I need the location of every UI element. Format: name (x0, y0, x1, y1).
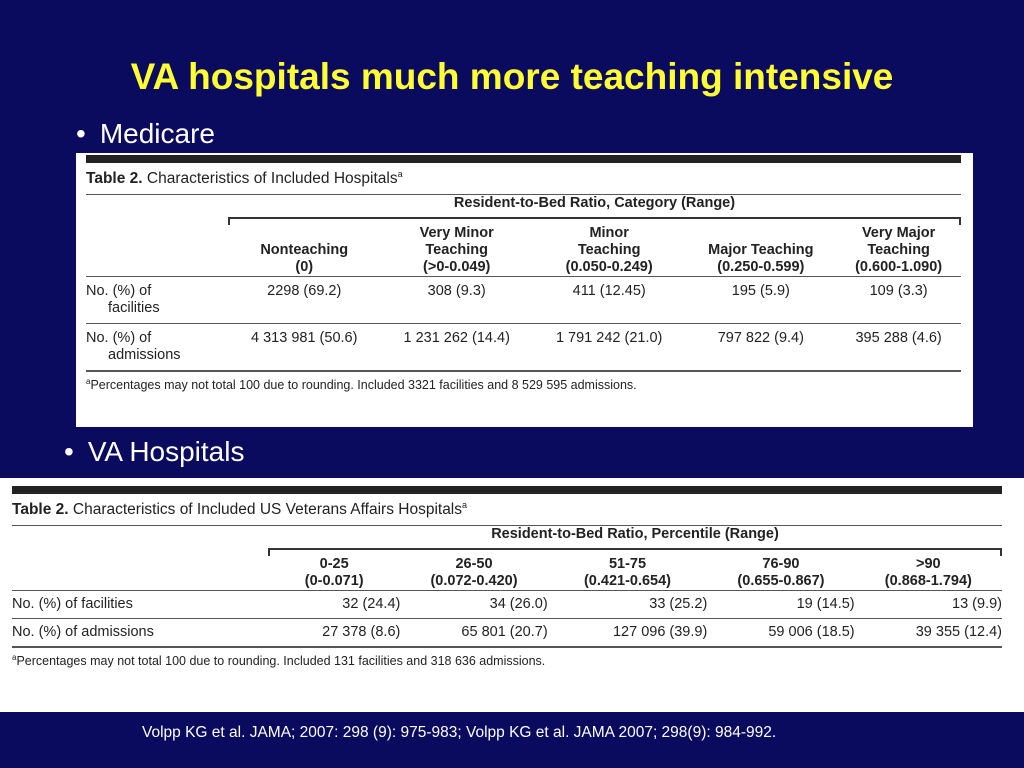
medicare-table-caption (86, 163, 961, 195)
spanner-label: Resident-to-Bed Ratio, Percentile (Range) (491, 526, 779, 543)
table-cell: 39 355 (12.4) (915, 624, 1002, 641)
col-header-very-major: Very Major Teaching (0.600-1.090) (855, 225, 943, 276)
table-cell: 59 006 (18.5) (768, 624, 855, 641)
table-cell: 19 (14.5) (796, 596, 855, 613)
table-cell: 32 (24.4) (342, 596, 401, 613)
table-cell: 34 (26.0) (489, 596, 548, 613)
col-header-51-75: 51-75 (0.421-0.654) (583, 556, 672, 590)
spanner-bracket (268, 548, 1002, 556)
table-cell: 109 (3.3) (869, 283, 928, 300)
table-cell: 1 231 262 (14.4) (403, 330, 510, 347)
caption-text: Characteristics of Included US Veterans Affairs Hospitals (68, 501, 463, 519)
citation: Volpp KG et al. JAMA; 2007: 298 (9): 975-983; Volpp KG et al. JAMA 2007; 298(9): 984-992. (142, 724, 777, 741)
col-header-0-25: 0-25 (0-0.071) (304, 556, 364, 590)
spanner-label: Resident-to-Bed Ratio, Category (Range) (453, 195, 736, 212)
col-header-major: Major Teaching (0.250-0.599) (708, 242, 814, 276)
table-cell: 195 (5.9) (731, 283, 790, 300)
table-cell: 1 791 242 (21.0) (555, 330, 663, 347)
caption-sup: a (462, 500, 468, 510)
table-row (12, 591, 1002, 619)
table-cell: 411 (12.45) (572, 283, 646, 300)
bullet-medicare (76, 118, 215, 150)
spanner-bracket (228, 217, 961, 225)
medicare-table-panel (76, 153, 973, 427)
table-cell: 27 378 (8.6) (322, 624, 401, 641)
table-cell: 65 801 (20.7) (461, 624, 548, 641)
medicare-table (86, 195, 961, 371)
col-header-minor: Minor Teaching (0.050-0.249) (565, 225, 653, 276)
table-cell: 308 (9.3) (427, 283, 486, 300)
medicare-spanner-header (228, 195, 961, 225)
bullet-medicare-label: Medicare (99, 118, 215, 149)
caption-sup: a (397, 169, 403, 179)
table-top-rule (12, 486, 1002, 494)
va-table-caption (12, 494, 1002, 526)
bullet-dot-icon: • (76, 118, 86, 149)
col-header-nonteaching: Nonteaching (0) (260, 242, 349, 276)
table-top-rule (86, 155, 961, 163)
table-cell: 797 822 (9.4) (717, 330, 804, 347)
bullet-dot-icon: • (64, 436, 74, 467)
table-row (86, 324, 961, 371)
col-header-76-90: 76-90 (0.655-0.867) (737, 556, 825, 590)
table-cell: 13 (9.9) (952, 596, 1002, 613)
bullet-va-hospitals (64, 436, 244, 468)
va-table-panel (0, 478, 1024, 712)
va-spanner-header (268, 526, 1002, 556)
medicare-footnote: $^a$Percentages may not total 100 due to rounding. Included 3321 facilities and 8 529 595 admissions. (86, 371, 961, 392)
row-label: No. (%) of admissions (86, 330, 181, 364)
table-cell: 127 096 (39.9) (612, 624, 708, 641)
table-cell: 2298 (69.2) (267, 283, 342, 300)
col-header-26-50: 26-50 (0.072-0.420) (430, 556, 518, 590)
table-row (12, 619, 1002, 647)
caption-text: Characteristics of Included Hospitals (142, 170, 398, 188)
va-table (12, 526, 1002, 647)
col-header-very-minor: Very Minor Teaching (>0-0.049) (419, 225, 494, 276)
bullet-va-label: VA Hospitals (87, 436, 245, 467)
table-cell: 4 313 981 (50.6) (251, 330, 358, 347)
row-label: No. (%) of admissions (12, 624, 154, 641)
va-footnote: $^a$Percentages may not total 100 due to rounding. Included 131 facilities and 318 636 admissions. (12, 647, 1002, 668)
table-cell: 33 (25.2) (649, 596, 708, 613)
col-header-gt-90: >90 (0.868-1.794) (884, 556, 972, 590)
table-row (86, 277, 961, 324)
row-label: No. (%) of facilities (12, 596, 133, 613)
caption-label: Table 2. (86, 170, 143, 188)
row-label: No. (%) of facilities (86, 283, 160, 317)
caption-label: Table 2. (12, 501, 69, 519)
table-cell: 395 288 (4.6) (855, 330, 942, 347)
slide-title: VA hospitals much more teaching intensive (130, 56, 894, 97)
